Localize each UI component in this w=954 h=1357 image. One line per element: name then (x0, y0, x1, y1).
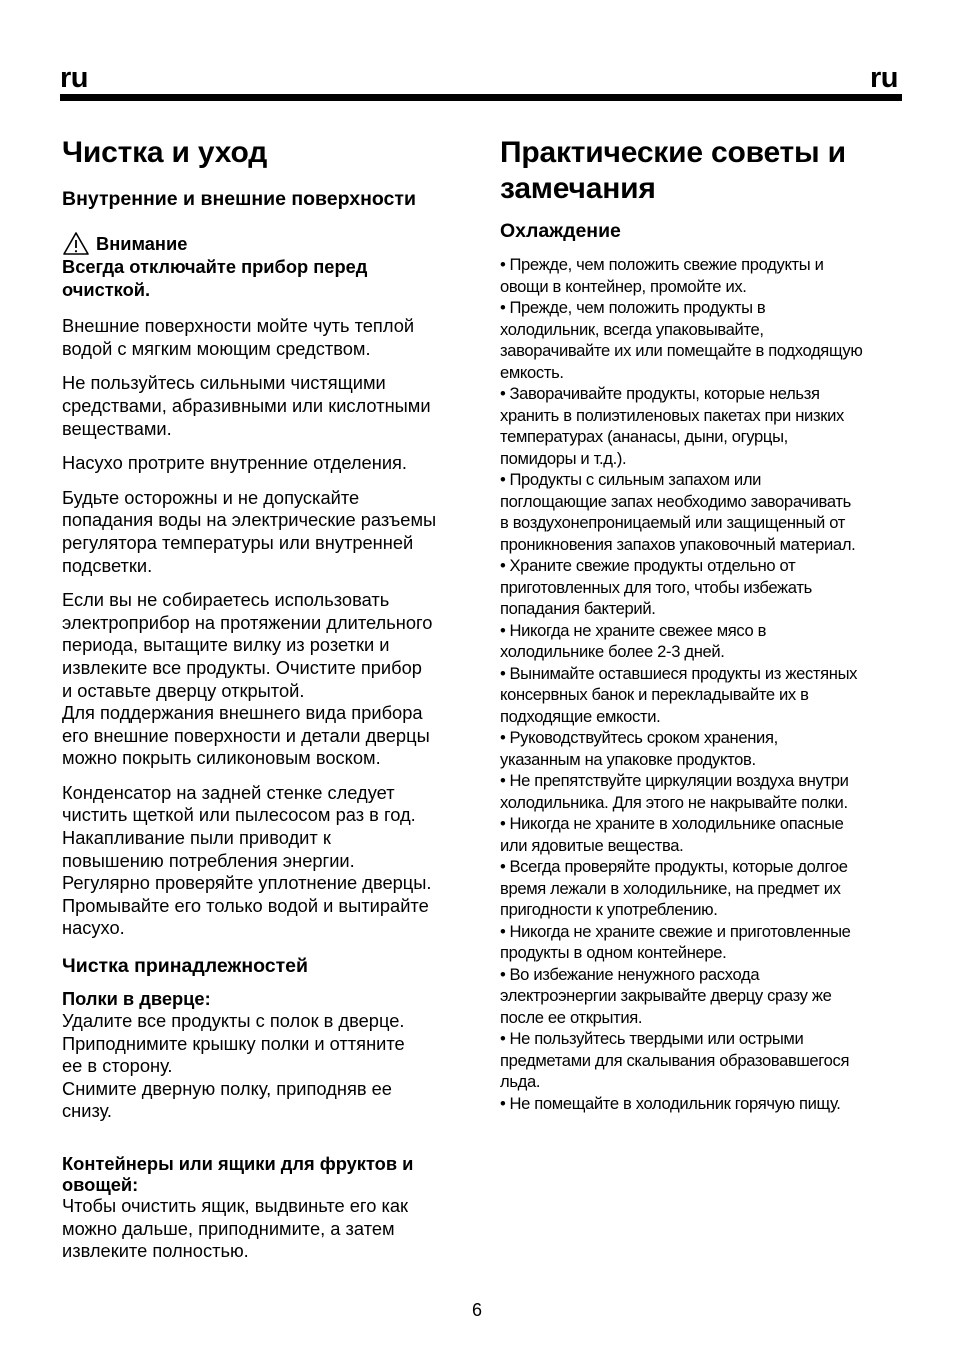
list-item: • Прежде, чем положить свежие продукты и овощи в контейнер, промойте их. (500, 255, 824, 296)
shelves-title: Полки в дверце: (62, 988, 211, 1010)
section-title-accessories: Чистка принадлежностей (62, 955, 308, 978)
warning-title: Внимание (96, 232, 188, 254)
list-item: • Руководствуйтесь сроком хранения, указанным на упаковке продуктов. (500, 728, 778, 769)
paragraph: Будьте осторожны и не допускайте попадания воды на электрические разъемы регулятора температуры или внутренней подсветки. (62, 486, 437, 576)
page-number: 6 (471, 1300, 482, 1320)
containers-block: Контейнеры или ящики для фруктов и овощей: Чтобы очистить ящик, выдвиньте его как можно дальше, приподнимите, а затем извлеките полностью. (62, 1153, 472, 1263)
lang-label-right: ru (870, 62, 898, 94)
paragraph: Не пользуйтесь сильными чистящими средствами, абразивными или кислотными веществами. (62, 372, 431, 439)
warning-triangle-icon (62, 231, 90, 256)
paragraph: Насухо протрите внутренние отделения. (62, 452, 408, 474)
list-item: • Храните свежие продукты отдельно от приготовленных для того, чтобы избежать попадания бактерий. (500, 556, 812, 618)
containers-title: Контейнеры или ящики для фруктов и овощей: (62, 1153, 414, 1195)
paragraph: Если вы не собираетесь использовать электроприбор на протяжении длительного периода, вытащите вилку из розетки и извлеките все продукты. Очистите прибор и оставьте дверцу открытой. Для поддержания внешнего вида прибора его внешние поверхности и детали дверцы можно покрыть силиконовым воском. (62, 589, 433, 769)
list-item: • Прежде, чем положить продукты в холодильник, всегда упаковывайте, заворачивайте их или помещайте в подходящую емкость. (500, 298, 863, 382)
lang-label-left: ru (60, 62, 88, 94)
list-item: • Всегда проверяйте продукты, которые долгое время лежали в холодильнике, на предмет их пригодности к употреблению. (500, 857, 848, 919)
section-title-cooling: Охлаждение (500, 220, 621, 242)
header-rule (60, 94, 902, 101)
paragraph: Конденсатор на задней стенке следует чистить щеткой или пылесосом раз в год. Накапливание пыли приводит к повышению потребления энергии. Регулярно проверяйте уплотнение дверцы. Промывайте его только водой и вытирайте насухо. (62, 781, 432, 939)
left-column (62, 135, 472, 1263)
paragraph: Внешние поверхности мойте чуть теплой водой с мягким моющим средством. (62, 315, 415, 359)
list-item: • Продукты с сильным запахом или поглощающие запах необходимо заворачивать в воздухонепроницаемый или защищенный от проникновения запахов упаковочный материал. (500, 470, 856, 554)
warning-block (62, 231, 472, 301)
page-title-tips: Практические советы и замечания (500, 136, 846, 205)
list-item: • Не помещайте в холодильник горячую пищу. (500, 1093, 841, 1113)
shelves-block: Полки в дверце: Удалите все продукты с полок в дверце. Приподнимите крышку полки и оттяните ее в сторону. Снимите дверную полку, приподняв ее снизу. (62, 988, 472, 1123)
right-column (500, 135, 915, 1114)
list-item: • Никогда не храните свежее мясо в холодильнике более 2-3 дней. (500, 620, 767, 661)
list-item: • Во избежание ненужного расхода электроэнергии закрывайте дверцу сразу же после ее открытия. (500, 964, 832, 1027)
page-title-cleaning: Чистка и уход (62, 136, 268, 169)
tips-list (500, 254, 915, 1114)
section-title-surfaces: Внутренние и внешние поверхности (62, 188, 416, 210)
list-item: • Не пользуйтесь твердыми или острыми предметами для скалывания образовавшегося льда. (500, 1029, 850, 1091)
list-item: • Не препятствуйте циркуляции воздуха внутри холодильника. Для этого не накрывайте полки. (500, 771, 849, 812)
list-item: • Вынимайте оставшиеся продукты из жестяных консервных банок и перекладывайте их в подходящие емкости. (500, 663, 858, 726)
warning-text: Всегда отключайте прибор перед очисткой. (62, 256, 368, 300)
list-item: • Никогда не храните свежие и приготовленные продукты в одном контейнере. (500, 921, 851, 962)
list-item: • Никогда не храните в холодильнике опасные или ядовитые вещества. (500, 814, 844, 855)
list-item: • Заворачивайте продукты, которые нельзя хранить в полиэтиленовых пакетах при низких температурах (ананасы, дыни, огурцы, помидоры и т.д.). (500, 384, 844, 468)
